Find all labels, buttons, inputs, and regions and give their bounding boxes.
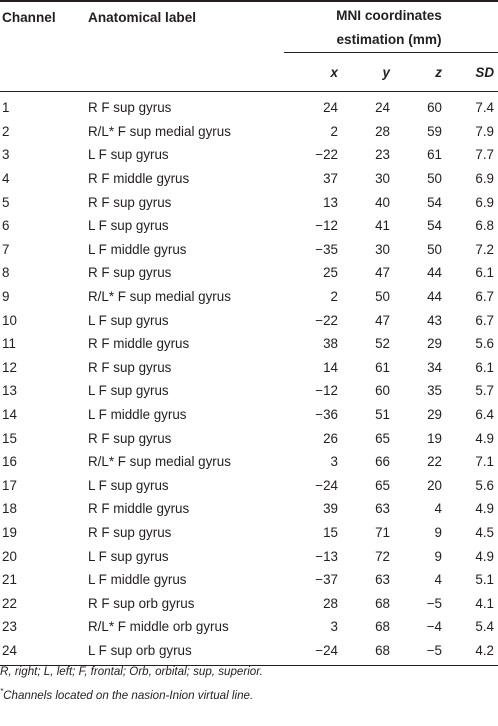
cell-sd: 6.7: [475, 289, 494, 305]
cell-anatomical-label: L F sup gyrus: [88, 548, 169, 564]
cell-anatomical-label: R F middle gyrus: [88, 171, 190, 187]
cell-channel: 20: [2, 548, 17, 564]
cell-channel: 21: [2, 572, 17, 588]
cell-sd: 7.7: [475, 147, 494, 163]
cell-sd: 5.7: [475, 383, 494, 399]
cell-x: 24: [323, 100, 338, 116]
cell-x: 39: [323, 501, 338, 517]
cell-z: 34: [427, 359, 442, 375]
cell-x: −24: [315, 477, 338, 493]
table-row: [0, 120, 498, 144]
cell-x: −22: [315, 147, 338, 163]
cell-y: 66: [375, 454, 390, 470]
table-row: [0, 92, 498, 120]
cell-sd: 4.9: [475, 430, 494, 446]
cell-channel: 5: [2, 194, 10, 210]
cell-y: 41: [375, 218, 390, 234]
table-body: [0, 92, 498, 666]
cell-channel: 15: [2, 430, 17, 446]
cell-channel: 12: [2, 359, 17, 375]
cell-sd: 5.6: [475, 336, 494, 352]
header-mni-coordinates: [284, 1, 498, 53]
table-footnotes: [0, 660, 498, 708]
cell-x: 14: [323, 359, 338, 375]
header-anatomical-label: Anatomical label: [86, 1, 284, 92]
cell-sd: 5.4: [475, 619, 494, 635]
cell-z: 9: [434, 524, 442, 540]
cell-anatomical-label: L F sup gyrus: [88, 312, 169, 328]
cell-channel: 14: [2, 407, 17, 423]
cell-sd: 6.1: [475, 359, 494, 375]
cell-anatomical-label: R/L* F sup medial gyrus: [88, 123, 231, 139]
cell-anatomical-label: L F sup gyrus: [88, 218, 169, 234]
cell-channel: 11: [2, 336, 16, 352]
cell-sd: 4.5: [475, 524, 494, 540]
cell-x: −13: [315, 548, 338, 564]
table-row: [0, 379, 498, 403]
cell-z: 20: [427, 477, 442, 493]
cell-z: 29: [427, 336, 442, 352]
cell-y: 68: [375, 595, 390, 611]
table-row: [0, 426, 498, 450]
cell-channel: 3: [2, 147, 10, 163]
cell-anatomical-label: L F middle gyrus: [88, 407, 187, 423]
footnote-abbreviations: R, right; L, left; F, frontal; Orb, orbital; sup, superior.: [0, 665, 263, 678]
cell-anatomical-label: R F sup gyrus: [88, 524, 172, 540]
cell-x: 26: [323, 430, 338, 446]
cell-y: 68: [342, 639, 394, 666]
table-row: [0, 615, 498, 639]
table-row: [0, 450, 498, 474]
cell-channel: 13: [2, 383, 17, 399]
cell-y: 61: [375, 359, 390, 375]
cell-y: 60: [375, 383, 390, 399]
header-sd: SD: [446, 53, 498, 92]
cell-z: 61: [427, 147, 442, 163]
table-row: [0, 238, 498, 262]
cell-channel: 6: [2, 218, 10, 234]
cell-y: 28: [375, 123, 390, 139]
cell-z: −5: [394, 639, 446, 666]
cell-sd: 6.1: [475, 265, 494, 281]
cell-y: 50: [375, 289, 390, 305]
cell-x: 25: [323, 265, 338, 281]
cell-channel: 1: [2, 100, 10, 116]
cell-y: 63: [375, 572, 390, 588]
cell-sd: 4.1: [475, 595, 494, 611]
header-mni-line2: estimation (mm): [336, 32, 442, 47]
cell-channel: 22: [2, 595, 17, 611]
cell-x: −24: [284, 639, 342, 666]
table-row: [0, 356, 498, 380]
cell-sd: 7.4: [475, 100, 494, 116]
cell-anatomical-label: L F middle gyrus: [88, 241, 187, 257]
cell-y: 30: [375, 241, 390, 257]
table-row: [0, 591, 498, 615]
cell-channel: 16: [2, 454, 17, 470]
table-row: [0, 214, 498, 238]
cell-y: 47: [375, 265, 390, 281]
cell-y: 65: [375, 430, 390, 446]
cell-z: 59: [427, 123, 442, 139]
table-row: [0, 285, 498, 309]
cell-anatomical-label: L F sup gyrus: [88, 383, 169, 399]
cell-y: 47: [375, 312, 390, 328]
cell-sd: 6.4: [475, 407, 494, 423]
cell-sd: 6.9: [475, 194, 494, 210]
cell-channel: 19: [2, 524, 17, 540]
cell-x: 13: [323, 194, 338, 210]
cell-anatomical-label: R F middle gyrus: [88, 501, 190, 517]
cell-anatomical-label: L F middle gyrus: [88, 572, 187, 588]
cell-x: −12: [315, 218, 338, 234]
cell-y: 65: [375, 477, 390, 493]
cell-z: 50: [427, 241, 442, 257]
cell-anatomical-label: R/L* F middle orb gyrus: [88, 619, 229, 635]
cell-x: 3: [330, 619, 338, 635]
cell-x: −35: [315, 241, 338, 257]
cell-channel: 18: [2, 501, 17, 517]
cell-sd: 6.8: [475, 218, 494, 234]
cell-z: 54: [427, 194, 442, 210]
cell-y: 30: [375, 171, 390, 187]
cell-anatomical-label: R F sup gyrus: [88, 100, 172, 116]
table-row: [0, 261, 498, 285]
cell-sd: 7.2: [475, 241, 494, 257]
cell-x: 15: [323, 524, 338, 540]
cell-y: 40: [375, 194, 390, 210]
cell-z: 4: [434, 501, 442, 517]
table-row: [0, 474, 498, 498]
table-row: [0, 167, 498, 191]
table-row: [0, 521, 498, 545]
cell-z: 29: [427, 407, 442, 423]
header-x: x: [284, 53, 342, 92]
cell-anatomical-label: R F sup gyrus: [88, 359, 172, 375]
cell-x: −12: [315, 383, 338, 399]
cell-channel: 23: [2, 619, 17, 635]
cell-z: 9: [434, 548, 442, 564]
cell-z: 50: [427, 171, 442, 187]
cell-sd: 5.6: [475, 477, 494, 493]
cell-z: 43: [427, 312, 442, 328]
table-row: [0, 544, 498, 568]
cell-sd: 5.1: [475, 572, 494, 588]
header-y: y: [342, 53, 394, 92]
cell-sd: 4.9: [475, 501, 494, 517]
cell-sd: 6.9: [475, 171, 494, 187]
cell-z: 4: [434, 572, 442, 588]
cell-anatomical-label: R F middle gyrus: [88, 336, 190, 352]
cell-z: 54: [427, 218, 442, 234]
cell-anatomical-label: R F sup gyrus: [88, 194, 172, 210]
table-row: [0, 190, 498, 214]
cell-y: 63: [375, 501, 390, 517]
cell-channel: 7: [2, 241, 10, 257]
cell-z: 35: [427, 383, 442, 399]
cell-y: 23: [375, 147, 390, 163]
cell-anatomical-label: L F sup gyrus: [88, 477, 169, 493]
cell-channel: 4: [2, 171, 10, 187]
footnote-asterisk-mark: *: [0, 687, 4, 697]
cell-channel: 8: [2, 265, 10, 281]
cell-anatomical-label: R/L* F sup medial gyrus: [88, 289, 231, 305]
cell-x: 28: [323, 595, 338, 611]
cell-y: 72: [375, 548, 390, 564]
cell-sd: 4.2: [446, 639, 498, 666]
cell-y: 51: [375, 407, 390, 423]
table-row: [0, 332, 498, 356]
cell-anatomical-label: L F sup orb gyrus: [86, 639, 284, 666]
table-row: [0, 568, 498, 592]
cell-sd: 7.1: [475, 454, 494, 470]
cell-channel: 2: [2, 123, 10, 139]
footnote-asterisk-text: Channels located on the nasion-Inion virtual line.: [3, 689, 254, 702]
cell-y: 52: [375, 336, 390, 352]
cell-anatomical-label: R F sup orb gyrus: [88, 595, 195, 611]
header-z: z: [394, 53, 446, 92]
table-row: [0, 403, 498, 427]
cell-z: 44: [427, 265, 442, 281]
table-row: [0, 143, 498, 167]
cell-z: −5: [426, 595, 442, 611]
cell-x: −36: [315, 407, 338, 423]
cell-channel: 17: [2, 477, 17, 493]
cell-x: −37: [315, 572, 338, 588]
cell-z: 60: [427, 100, 442, 116]
cell-anatomical-label: R F sup gyrus: [88, 265, 172, 281]
cell-z: 22: [427, 454, 442, 470]
table-row: [0, 308, 498, 332]
cell-x: 38: [323, 336, 338, 352]
footnote-asterisk: [0, 684, 498, 708]
cell-anatomical-label: R F sup gyrus: [88, 430, 172, 446]
cell-channel: 24: [0, 639, 86, 666]
cell-x: 2: [330, 289, 338, 305]
cell-anatomical-label: R/L* F sup medial gyrus: [88, 454, 231, 470]
cell-channel: 10: [2, 312, 17, 328]
cell-x: 37: [323, 171, 338, 187]
table-row: [0, 497, 498, 521]
cell-z: 19: [427, 430, 442, 446]
cell-x: 3: [330, 454, 338, 470]
cell-y: 68: [375, 619, 390, 635]
cell-channel: 9: [2, 289, 10, 305]
cell-sd: 4.9: [475, 548, 494, 564]
header-channel: Channel: [0, 1, 86, 92]
cell-anatomical-label: L F sup gyrus: [88, 147, 169, 163]
cell-y: 71: [375, 524, 390, 540]
header-mni-line1: MNI coordinates: [336, 8, 442, 23]
cell-sd: 6.7: [475, 312, 494, 328]
cell-sd: 7.9: [475, 123, 494, 139]
cell-z: 44: [427, 289, 442, 305]
cell-z: −4: [426, 619, 442, 635]
cell-x: −22: [315, 312, 338, 328]
cell-y: 24: [375, 100, 390, 116]
cell-x: 2: [330, 123, 338, 139]
